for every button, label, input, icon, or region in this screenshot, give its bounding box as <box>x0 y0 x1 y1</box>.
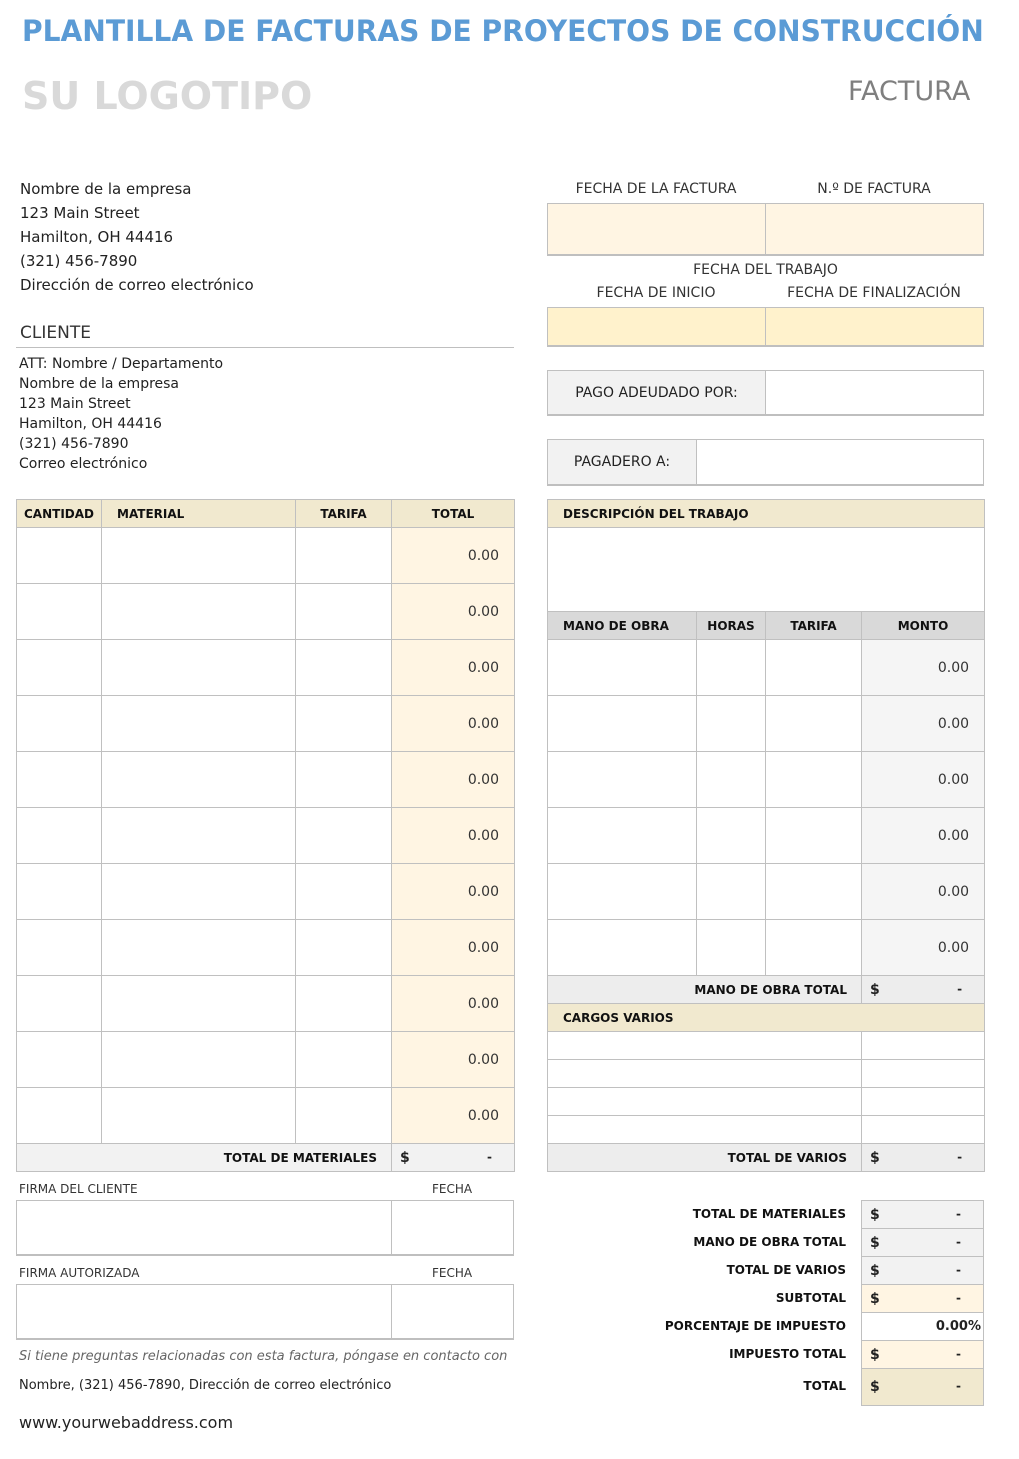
table-row <box>17 1088 515 1144</box>
hours-cell[interactable] <box>697 920 766 976</box>
qty-cell[interactable] <box>17 920 102 976</box>
total-cell: 0.00 <box>392 920 515 976</box>
summary-label: MANO DE OBRA TOTAL <box>693 1235 846 1249</box>
company-phone[interactable]: (321) 456-7890 <box>20 252 138 270</box>
hours-cell[interactable] <box>697 864 766 920</box>
labor-total-label: MANO DE OBRA TOTAL <box>548 976 862 1004</box>
company-city[interactable]: Hamilton, OH 44416 <box>20 228 174 246</box>
col-header-labor: MANO DE OBRA <box>548 612 697 640</box>
tax-rate-input[interactable]: 0.00% <box>862 1313 984 1341</box>
work-description-header: DESCRIPCIÓN DEL TRABAJO <box>548 500 985 528</box>
material-cell[interactable] <box>102 696 296 752</box>
client-attn[interactable]: ATT: Nombre / Departamento <box>19 356 224 372</box>
material-cell[interactable] <box>102 1032 296 1088</box>
labor-cell[interactable] <box>548 696 697 752</box>
client-signature-input[interactable] <box>17 1201 392 1254</box>
amount-cell: 0.00 <box>862 640 985 696</box>
currency-symbol: $ <box>400 1149 410 1166</box>
invoice-date-input[interactable] <box>548 204 766 254</box>
labor-table <box>547 499 985 1172</box>
materials-total-label: TOTAL DE MATERIALES <box>17 1144 392 1172</box>
materials-rows <box>17 528 515 1144</box>
table-row <box>17 808 515 864</box>
company-street[interactable]: 123 Main Street <box>20 204 140 222</box>
misc-amount-cell[interactable] <box>862 1116 985 1144</box>
qty-cell[interactable] <box>17 696 102 752</box>
amount-cell: 0.00 <box>862 808 985 864</box>
work-date-label: FECHA DEL TRABAJO <box>693 262 838 278</box>
table-row <box>17 864 515 920</box>
total-cell: 0.00 <box>392 752 515 808</box>
table-row <box>548 752 985 808</box>
table-row <box>17 640 515 696</box>
qty-cell[interactable] <box>17 584 102 640</box>
doc-type-label: FACTURA <box>848 76 971 107</box>
table-row <box>17 696 515 752</box>
labor-cell[interactable] <box>548 920 697 976</box>
client-divider <box>16 347 514 348</box>
rate-cell[interactable] <box>296 1032 392 1088</box>
total-cell: 0.00 <box>392 1088 515 1144</box>
summary-label: PORCENTAJE DE IMPUESTO <box>664 1319 846 1333</box>
material-cell[interactable] <box>102 752 296 808</box>
start-date-input[interactable] <box>548 308 766 345</box>
misc-amount-cell[interactable] <box>862 1032 985 1060</box>
amount-cell: 0.00 <box>862 864 985 920</box>
misc-desc-cell[interactable] <box>548 1116 862 1144</box>
col-header-material: MATERIAL <box>102 500 296 528</box>
labor-cell[interactable] <box>548 640 697 696</box>
invoice-number-label: N.º DE FACTURA <box>817 181 931 197</box>
misc-charges-header: CARGOS VARIOS <box>548 1004 985 1032</box>
labor-total-value: $ - <box>862 976 985 1004</box>
qty-cell[interactable] <box>17 1088 102 1144</box>
misc-amount-cell[interactable] <box>862 1060 985 1088</box>
invoice-date-label: FECHA DE LA FACTURA <box>575 181 737 197</box>
summary-label: TOTAL <box>803 1379 846 1393</box>
labor-cell[interactable] <box>548 808 697 864</box>
total-cell: 0.00 <box>392 808 515 864</box>
summary-label: SUBTOTAL <box>775 1291 846 1305</box>
col-header-amount: MONTO <box>862 612 985 640</box>
total-cell: 0.00 <box>392 976 515 1032</box>
rate-cell[interactable] <box>296 640 392 696</box>
table-row <box>548 1032 985 1060</box>
col-header-hours: HORAS <box>697 612 766 640</box>
client-city[interactable]: Hamilton, OH 44416 <box>19 416 162 432</box>
authorized-signature-date-label: FECHA <box>432 1266 473 1280</box>
summary-subtotal-value: $ - <box>862 1285 984 1313</box>
misc-total-value: $ - <box>862 1144 985 1172</box>
rate-cell[interactable] <box>296 976 392 1032</box>
total-cell: 0.00 <box>392 528 515 584</box>
payment-due-label: PAGO ADEUDADO POR: <box>548 371 766 414</box>
table-row <box>548 1116 985 1144</box>
misc-total-row <box>548 1144 985 1172</box>
material-cell[interactable] <box>102 528 296 584</box>
material-cell[interactable] <box>102 920 296 976</box>
client-signature-date-input[interactable] <box>392 1201 513 1254</box>
rate-cell[interactable] <box>296 864 392 920</box>
summary-label: TOTAL DE MATERIALES <box>692 1207 846 1221</box>
material-cell[interactable] <box>102 1088 296 1144</box>
summary-values <box>861 1200 984 1406</box>
rate-cell[interactable] <box>766 640 862 696</box>
labor-total-row <box>548 976 985 1004</box>
misc-desc-cell[interactable] <box>548 1032 862 1060</box>
qty-cell[interactable] <box>17 752 102 808</box>
footer-contact: Nombre, (321) 456-7890, Dirección de correo electrónico <box>19 1378 392 1393</box>
rate-cell[interactable] <box>766 864 862 920</box>
qty-cell[interactable] <box>17 640 102 696</box>
summary-materials-value: $ - <box>862 1201 984 1229</box>
footer-website[interactable]: www.yourwebaddress.com <box>19 1413 234 1432</box>
misc-total-label: TOTAL DE VARIOS <box>548 1144 862 1172</box>
rate-cell[interactable] <box>296 920 392 976</box>
table-row <box>548 640 985 696</box>
materials-table <box>16 499 515 1172</box>
hours-cell[interactable] <box>697 752 766 808</box>
material-cell[interactable] <box>102 584 296 640</box>
summary-tax-value: $ - <box>862 1341 984 1369</box>
col-header-quantity: CANTIDAD <box>17 500 102 528</box>
total-cell: 0.00 <box>392 864 515 920</box>
start-date-label: FECHA DE INICIO <box>596 285 716 301</box>
misc-desc-cell[interactable] <box>548 1088 862 1116</box>
summary-misc-value: $ - <box>862 1257 984 1285</box>
col-header-rate: TARIFA <box>766 612 862 640</box>
rate-cell[interactable] <box>296 528 392 584</box>
qty-cell[interactable] <box>17 976 102 1032</box>
labor-cell[interactable] <box>548 864 697 920</box>
col-header-rate: TARIFA <box>296 500 392 528</box>
rate-cell[interactable] <box>296 584 392 640</box>
material-cell[interactable] <box>102 864 296 920</box>
table-row <box>17 528 515 584</box>
summary-label: TOTAL DE VARIOS <box>726 1263 846 1277</box>
payable-to-input[interactable] <box>697 440 983 484</box>
total-cell: 0.00 <box>392 1032 515 1088</box>
payable-to-label: PAGADERO A: <box>548 440 697 484</box>
total-cell: 0.00 <box>392 640 515 696</box>
client-email[interactable]: Correo electrónico <box>19 456 148 472</box>
logo-placeholder: SU LOGOTIPO <box>22 74 313 118</box>
client-phone[interactable]: (321) 456-7890 <box>19 436 129 452</box>
misc-desc-cell[interactable] <box>548 1060 862 1088</box>
amount-cell: 0.00 <box>862 920 985 976</box>
rate-cell[interactable] <box>766 808 862 864</box>
amount-cell: 0.00 <box>862 696 985 752</box>
material-cell[interactable] <box>102 808 296 864</box>
table-row <box>17 976 515 1032</box>
qty-cell[interactable] <box>17 808 102 864</box>
currency-symbol: $ <box>870 981 880 998</box>
authorized-signature-label: FIRMA AUTORIZADA <box>19 1266 140 1280</box>
client-heading: CLIENTE <box>20 323 91 343</box>
total-cell: 0.00 <box>392 696 515 752</box>
table-row <box>17 584 515 640</box>
authorized-signature-input[interactable] <box>17 1285 392 1338</box>
footer-question: Si tiene preguntas relacionadas con esta factura, póngase en contacto con <box>19 1349 508 1364</box>
rate-cell[interactable] <box>296 696 392 752</box>
summary-total-value: $ - <box>862 1369 984 1406</box>
misc-amount-cell[interactable] <box>862 1088 985 1116</box>
client-company[interactable]: Nombre de la empresa <box>19 376 180 392</box>
materials-total-row <box>17 1144 515 1172</box>
client-street[interactable]: 123 Main Street <box>19 396 131 412</box>
col-header-total: TOTAL <box>392 500 515 528</box>
end-date-input[interactable] <box>766 308 983 345</box>
rate-cell[interactable] <box>296 1088 392 1144</box>
rate-cell[interactable] <box>296 808 392 864</box>
payment-due-input[interactable] <box>766 371 983 414</box>
table-row <box>548 1060 985 1088</box>
qty-cell[interactable] <box>17 1032 102 1088</box>
table-row <box>17 1032 515 1088</box>
company-name[interactable]: Nombre de la empresa <box>20 180 192 198</box>
amount-cell: 0.00 <box>862 752 985 808</box>
client-signature-label: FIRMA DEL CLIENTE <box>19 1182 138 1196</box>
material-cell[interactable] <box>102 640 296 696</box>
page-title: PLANTILLA DE FACTURAS DE PROYECTOS DE CONSTRUCCIÓN <box>22 14 984 48</box>
rate-cell[interactable] <box>766 696 862 752</box>
summary-label: IMPUESTO TOTAL <box>729 1347 846 1361</box>
qty-cell[interactable] <box>17 528 102 584</box>
company-email[interactable]: Dirección de correo electrónico <box>20 276 254 294</box>
table-row <box>17 920 515 976</box>
table-row <box>548 864 985 920</box>
materials-total-value: $ - <box>392 1144 515 1172</box>
table-row <box>548 1088 985 1116</box>
authorized-signature-date-input[interactable] <box>392 1285 513 1338</box>
rate-cell[interactable] <box>296 752 392 808</box>
table-row <box>548 808 985 864</box>
table-row <box>17 752 515 808</box>
rate-cell[interactable] <box>766 752 862 808</box>
hours-cell[interactable] <box>697 640 766 696</box>
end-date-label: FECHA DE FINALIZACIÓN <box>787 285 961 301</box>
table-row <box>548 696 985 752</box>
hours-cell[interactable] <box>697 696 766 752</box>
work-description-input[interactable] <box>548 528 985 612</box>
material-cell[interactable] <box>102 976 296 1032</box>
labor-cell[interactable] <box>548 752 697 808</box>
hours-cell[interactable] <box>697 808 766 864</box>
table-row <box>548 920 985 976</box>
client-signature-date-label: FECHA <box>432 1182 473 1196</box>
summary-labor-value: $ - <box>862 1229 984 1257</box>
currency-symbol: $ <box>870 1149 880 1166</box>
qty-cell[interactable] <box>17 864 102 920</box>
invoice-number-input[interactable] <box>766 204 983 254</box>
total-cell: 0.00 <box>392 584 515 640</box>
rate-cell[interactable] <box>766 920 862 976</box>
